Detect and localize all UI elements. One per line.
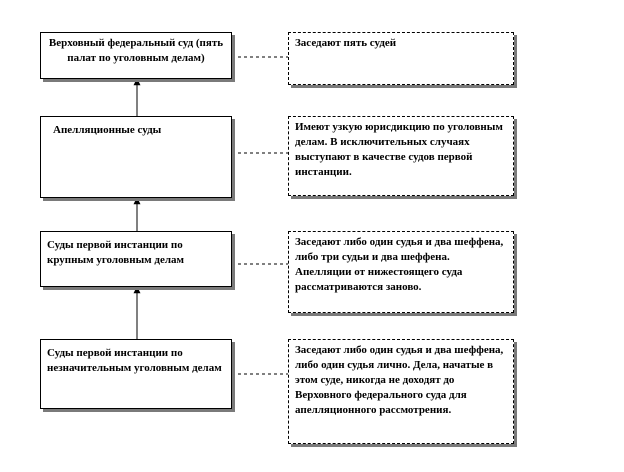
note-first-instance-minor xyxy=(288,339,514,444)
note-supreme-court xyxy=(288,32,514,85)
note-appeal-courts xyxy=(288,116,514,196)
note-appeal-courts-text: Имеют узкую юрисдикцию по уголовным делам. В исключительных случаях выступают в качестве судов первой инстанции. xyxy=(295,121,503,178)
note-first-instance-major-text: Заседают либо один судья и два шеффена, либо три судьи и два шеффена. Апелляции от нижестоящего суда рассматриваются заново. xyxy=(295,236,504,293)
box-first-instance-major xyxy=(40,231,232,287)
box-first-instance-minor-text: Суды первой инстанции по незначительным уголовным делам xyxy=(47,347,222,374)
note-first-instance-major xyxy=(288,231,514,313)
note-supreme-court-text: Заседают пять судей xyxy=(295,37,397,49)
note-first-instance-minor-text: Заседают либо один судья и два шеффена, либо один судья лично. Дела, начатые в этом суде, никогда не доходят до Верховного федерального суда для апелляционного рассмотрения. xyxy=(295,344,504,416)
box-first-instance-minor xyxy=(40,339,232,409)
box-first-instance-major-text: Суды первой инстанции по крупным уголовным делам xyxy=(47,239,185,266)
box-supreme-court xyxy=(40,32,232,79)
box-appeal-courts xyxy=(40,116,232,198)
box-supreme-court-text: Верховный федеральный суд (пять палат по уголовным делам) xyxy=(48,37,224,64)
box-appeal-courts-text: Апелляционные суды xyxy=(53,124,162,136)
